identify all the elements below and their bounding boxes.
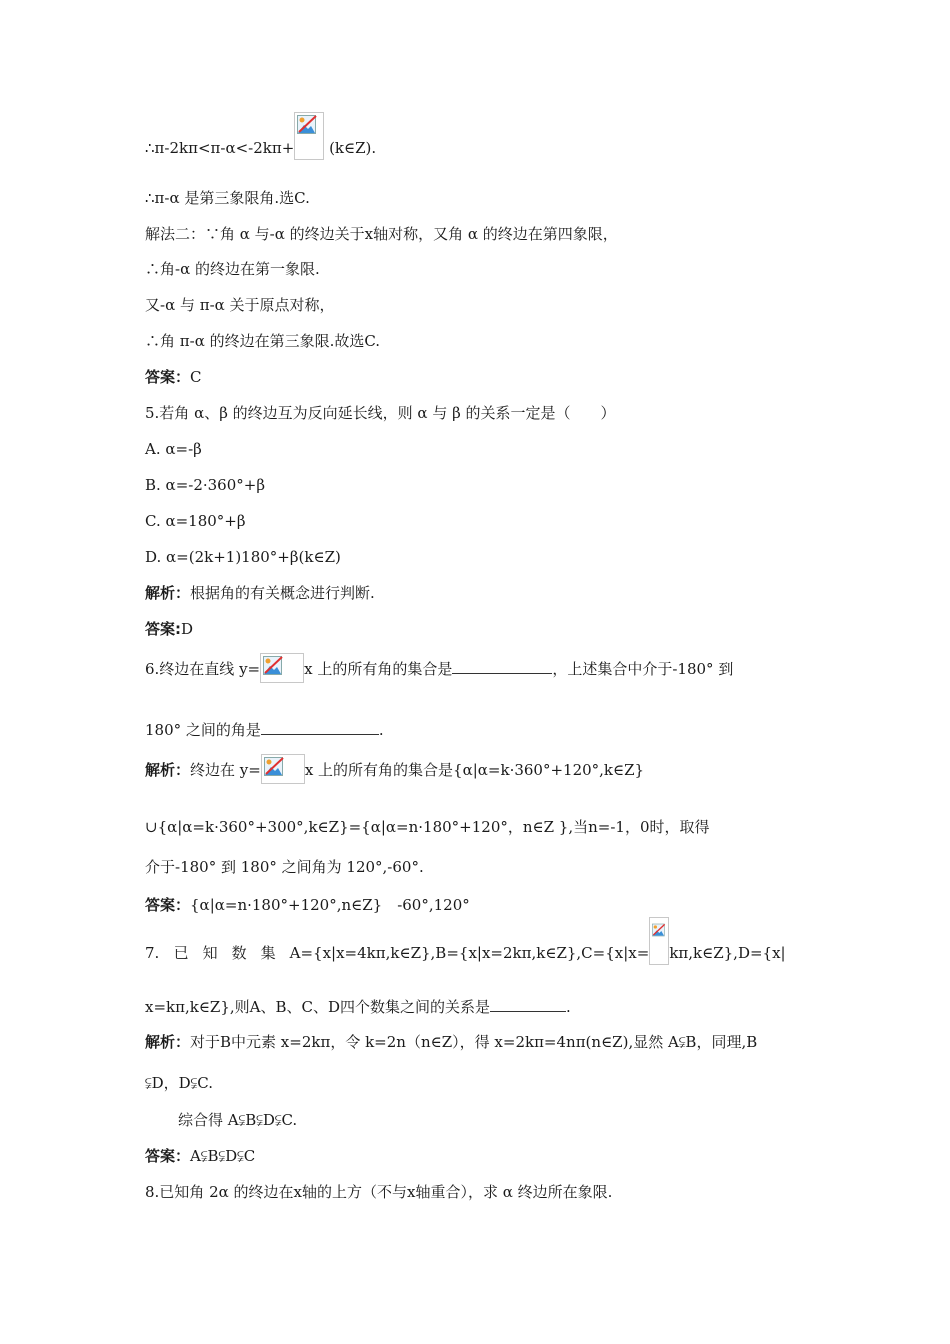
text-line [145, 138, 376, 160]
answer-blank [261, 720, 379, 735]
option-a: A. α=-β [145, 440, 202, 458]
option-d: D. α=(2k+1)180°+β(k∈Z) [145, 548, 341, 566]
question-text: kπ,k∈Z},D={x| [669, 944, 786, 962]
text-line: ∴角-α 的终边在第一象限. [145, 260, 320, 278]
text-line [145, 720, 384, 740]
analysis-text: x 上的所有角的集合是{α|α=k·360°+120°,k∈Z} [304, 761, 645, 779]
answer-label: 答案： [145, 368, 191, 386]
answer-blank [490, 997, 566, 1012]
answer-blank [452, 659, 552, 674]
answer-value: {α|α=n·180°+120°,n∈Z} -60°,120° [190, 896, 470, 914]
broken-image-icon [649, 917, 669, 965]
text-line: 解法二：∵角 α 与-α 的终边关于x轴对称，又角 α 的终边在第四象限， [145, 225, 618, 243]
answer-line [145, 367, 202, 387]
analysis-text: 终边在 y= [190, 761, 261, 779]
question-number: 7. [145, 944, 160, 962]
text-line: ∴角 π-α 的终边在第三象限.故选C. [145, 332, 381, 350]
broken-image-icon [260, 653, 304, 683]
formula-text: ∴π-2kπ<π-α<-2kπ+ [145, 139, 295, 157]
text-line: ⫋D，D⫋C. [145, 1074, 213, 1092]
question-text: x=kπ,k∈Z},则A、B、C、D四个数集之间的关系是 [145, 998, 491, 1016]
question-text: 已知数集 [173, 944, 290, 962]
text-line: 综合得 A⫋B⫋D⫋C. [178, 1111, 298, 1129]
question-text: 6.终边在直线 y= [145, 660, 261, 678]
question-text: x 上的所有角的集合是 [304, 660, 453, 678]
answer-value: C [190, 368, 202, 386]
analysis-label: 解析： [145, 1033, 191, 1051]
question-7 [145, 943, 786, 965]
answer-line [145, 895, 470, 915]
broken-image-icon [294, 112, 324, 160]
question-text: . [378, 721, 384, 739]
question-text: ，上述集合中介于-180° 到 [552, 660, 734, 678]
analysis-line [145, 758, 644, 784]
answer-label: 答案： [145, 896, 191, 914]
broken-image-icon [261, 754, 305, 784]
answer-value: A⫋B⫋D⫋C [190, 1147, 256, 1165]
answer-label: 答案: [145, 620, 181, 638]
analysis-line [145, 583, 375, 603]
analysis-label: 解析： [145, 584, 191, 602]
question-8: 8.已知角 2α 的终边在x轴的上方（不与x轴重合），求 α 终边所在象限. [145, 1183, 613, 1201]
text-line: 又-α 与 π-α 关于原点对称， [145, 296, 335, 314]
text-line [145, 997, 571, 1017]
question-text: A={x|x=4kπ,k∈Z},B={x|x=2kπ,k∈Z},C={x|x= [289, 944, 650, 962]
answer-value: D [181, 620, 194, 638]
text-line: 介于-180° 到 180° 之间角为 120°,-60°. [145, 858, 424, 876]
answer-line [145, 619, 193, 639]
question-text: 180° 之间的角是 [145, 721, 261, 739]
answer-label: 答案： [145, 1147, 191, 1165]
analysis-text: 根据角的有关概念进行判断. [190, 584, 375, 602]
analysis-label: 解析： [145, 761, 191, 779]
option-c: C. α=180°+β [145, 512, 246, 530]
formula-text: (k∈Z). [329, 139, 377, 157]
answer-line [145, 1146, 255, 1166]
option-b: B. α=-2·360°+β [145, 476, 266, 494]
question-5: 5.若角 α、β 的终边互为反向延长线，则 α 与 β 的关系一定是（ ） [145, 404, 616, 422]
analysis-text: 对于B中元素 x=2kπ，令 k=2n（n∈Z），得 x=2kπ=4nπ(n∈Z),显然 A⫋B，同理,B [190, 1033, 758, 1051]
text-line: ∪{α|α=k·360°+300°,k∈Z}={α|α=n·180°+120°，n∈Z },当n=-1，0时，取得 [145, 818, 710, 836]
question-6 [145, 657, 733, 683]
analysis-line [145, 1032, 757, 1052]
question-text: . [566, 998, 571, 1016]
text-line: ∴π-α 是第三象限角.选C. [145, 189, 310, 207]
